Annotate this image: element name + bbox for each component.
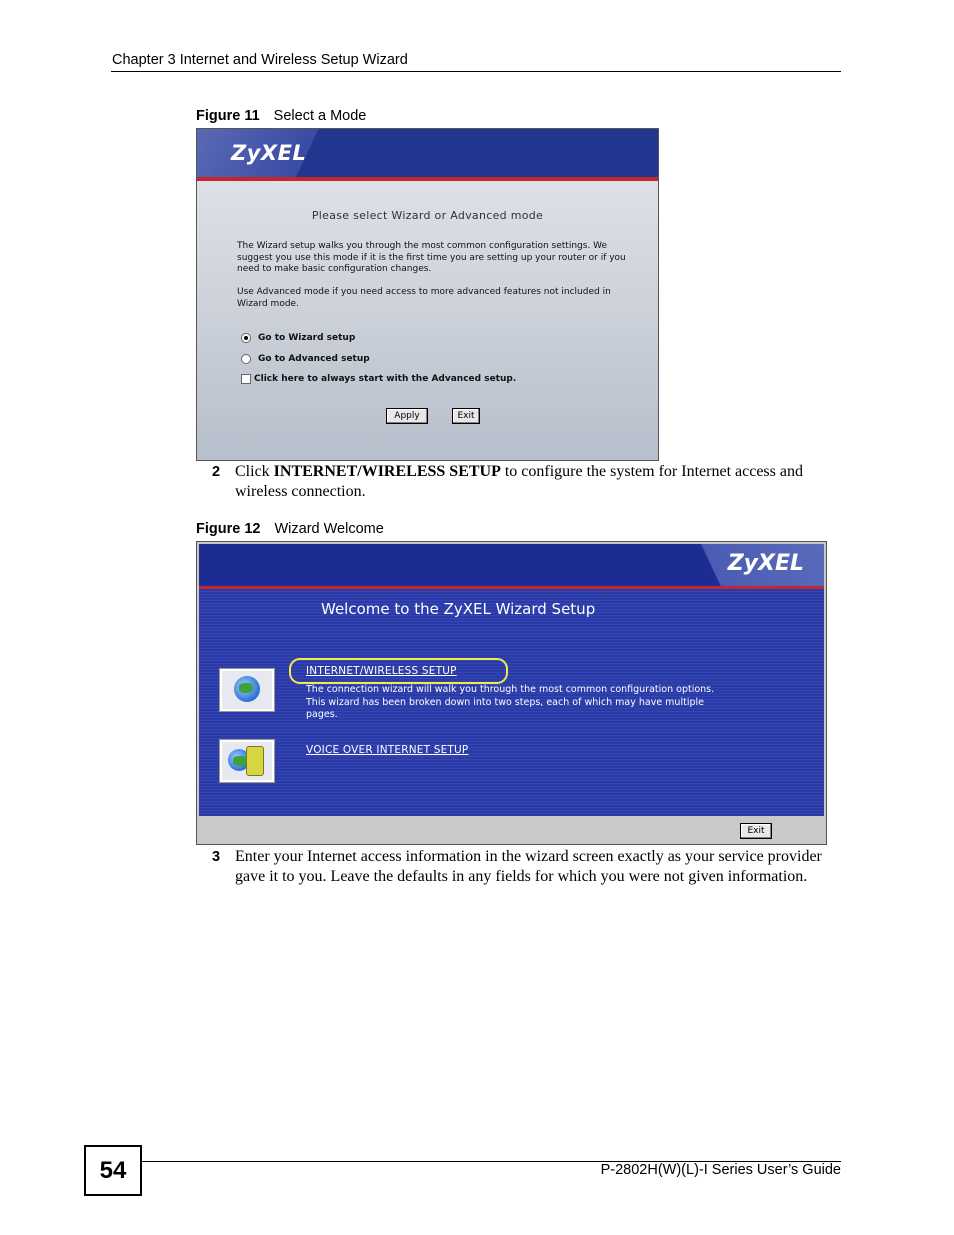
internet-globe-icon[interactable]	[219, 668, 275, 712]
advanced-description: Use Advanced mode if you need access to more advanced features not included in Wizard mode.	[237, 287, 611, 309]
advanced-radio[interactable]	[241, 354, 251, 364]
advanced-option[interactable]: Go to Advanced setup	[241, 354, 370, 364]
welcome-title: Welcome to the ZyXEL Wizard Setup	[321, 600, 596, 618]
always-advanced-checkbox[interactable]	[241, 374, 251, 384]
figure12-caption	[196, 521, 384, 537]
internet-wireless-setup-link[interactable]: INTERNET/WIRELESS SETUP	[306, 665, 457, 677]
exit-button[interactable]: Exit	[452, 408, 480, 424]
zyxel-banner	[199, 544, 824, 586]
figure11-screenshot	[196, 128, 659, 461]
figure12-caption-text: Wizard Welcome	[274, 521, 384, 537]
zyxel-banner	[197, 129, 658, 177]
globe-icon	[234, 676, 260, 702]
phone-icon	[246, 746, 264, 776]
zyxel-logo: ZyXEL	[231, 141, 307, 165]
page-number: 54	[84, 1145, 142, 1196]
guide-title: P-2802H(W)(L)-I Series User’s Guide	[600, 1162, 841, 1178]
voip-phone-icon[interactable]	[219, 739, 275, 783]
connection-wizard-description: The connection wizard will walk you through the most common configuration options. This wizard has been broken down into two steps, each of which may have multiple pages.	[306, 684, 715, 720]
figure12-label: Figure 12	[196, 521, 261, 537]
mode-title: Please select Wizard or Advanced mode	[311, 209, 544, 222]
wizard-description: The Wizard setup walks you through the most common configuration settings. We suggest you use this mode if it is the first time you are setting up your router or if you need to make basic configuration changes.	[237, 241, 626, 274]
wizard-radio[interactable]	[241, 333, 251, 343]
internet-wireless-setup-term: INTERNET/WIRELESS SETUP	[273, 463, 501, 480]
figure11-caption	[196, 108, 366, 124]
figure12-screenshot	[196, 541, 827, 845]
always-advanced-option[interactable]: Click here to always start with the Advanced setup.	[241, 374, 516, 384]
voice-over-internet-setup-link[interactable]: VOICE OVER INTERNET SETUP	[306, 744, 469, 756]
figure11-label: Figure 11	[196, 108, 260, 124]
zyxel-logo: ZyXEL	[727, 551, 804, 576]
exit-button[interactable]: Exit	[740, 823, 772, 839]
wizard-panel	[199, 544, 824, 816]
chapter-header: Chapter 3 Internet and Wireless Setup Wizard	[112, 52, 408, 68]
figure11-caption-text: Select a Mode	[273, 108, 367, 124]
wizard-option[interactable]: Go to Wizard setup	[241, 333, 355, 343]
header-rule	[111, 71, 841, 72]
apply-button[interactable]: Apply	[386, 408, 428, 424]
